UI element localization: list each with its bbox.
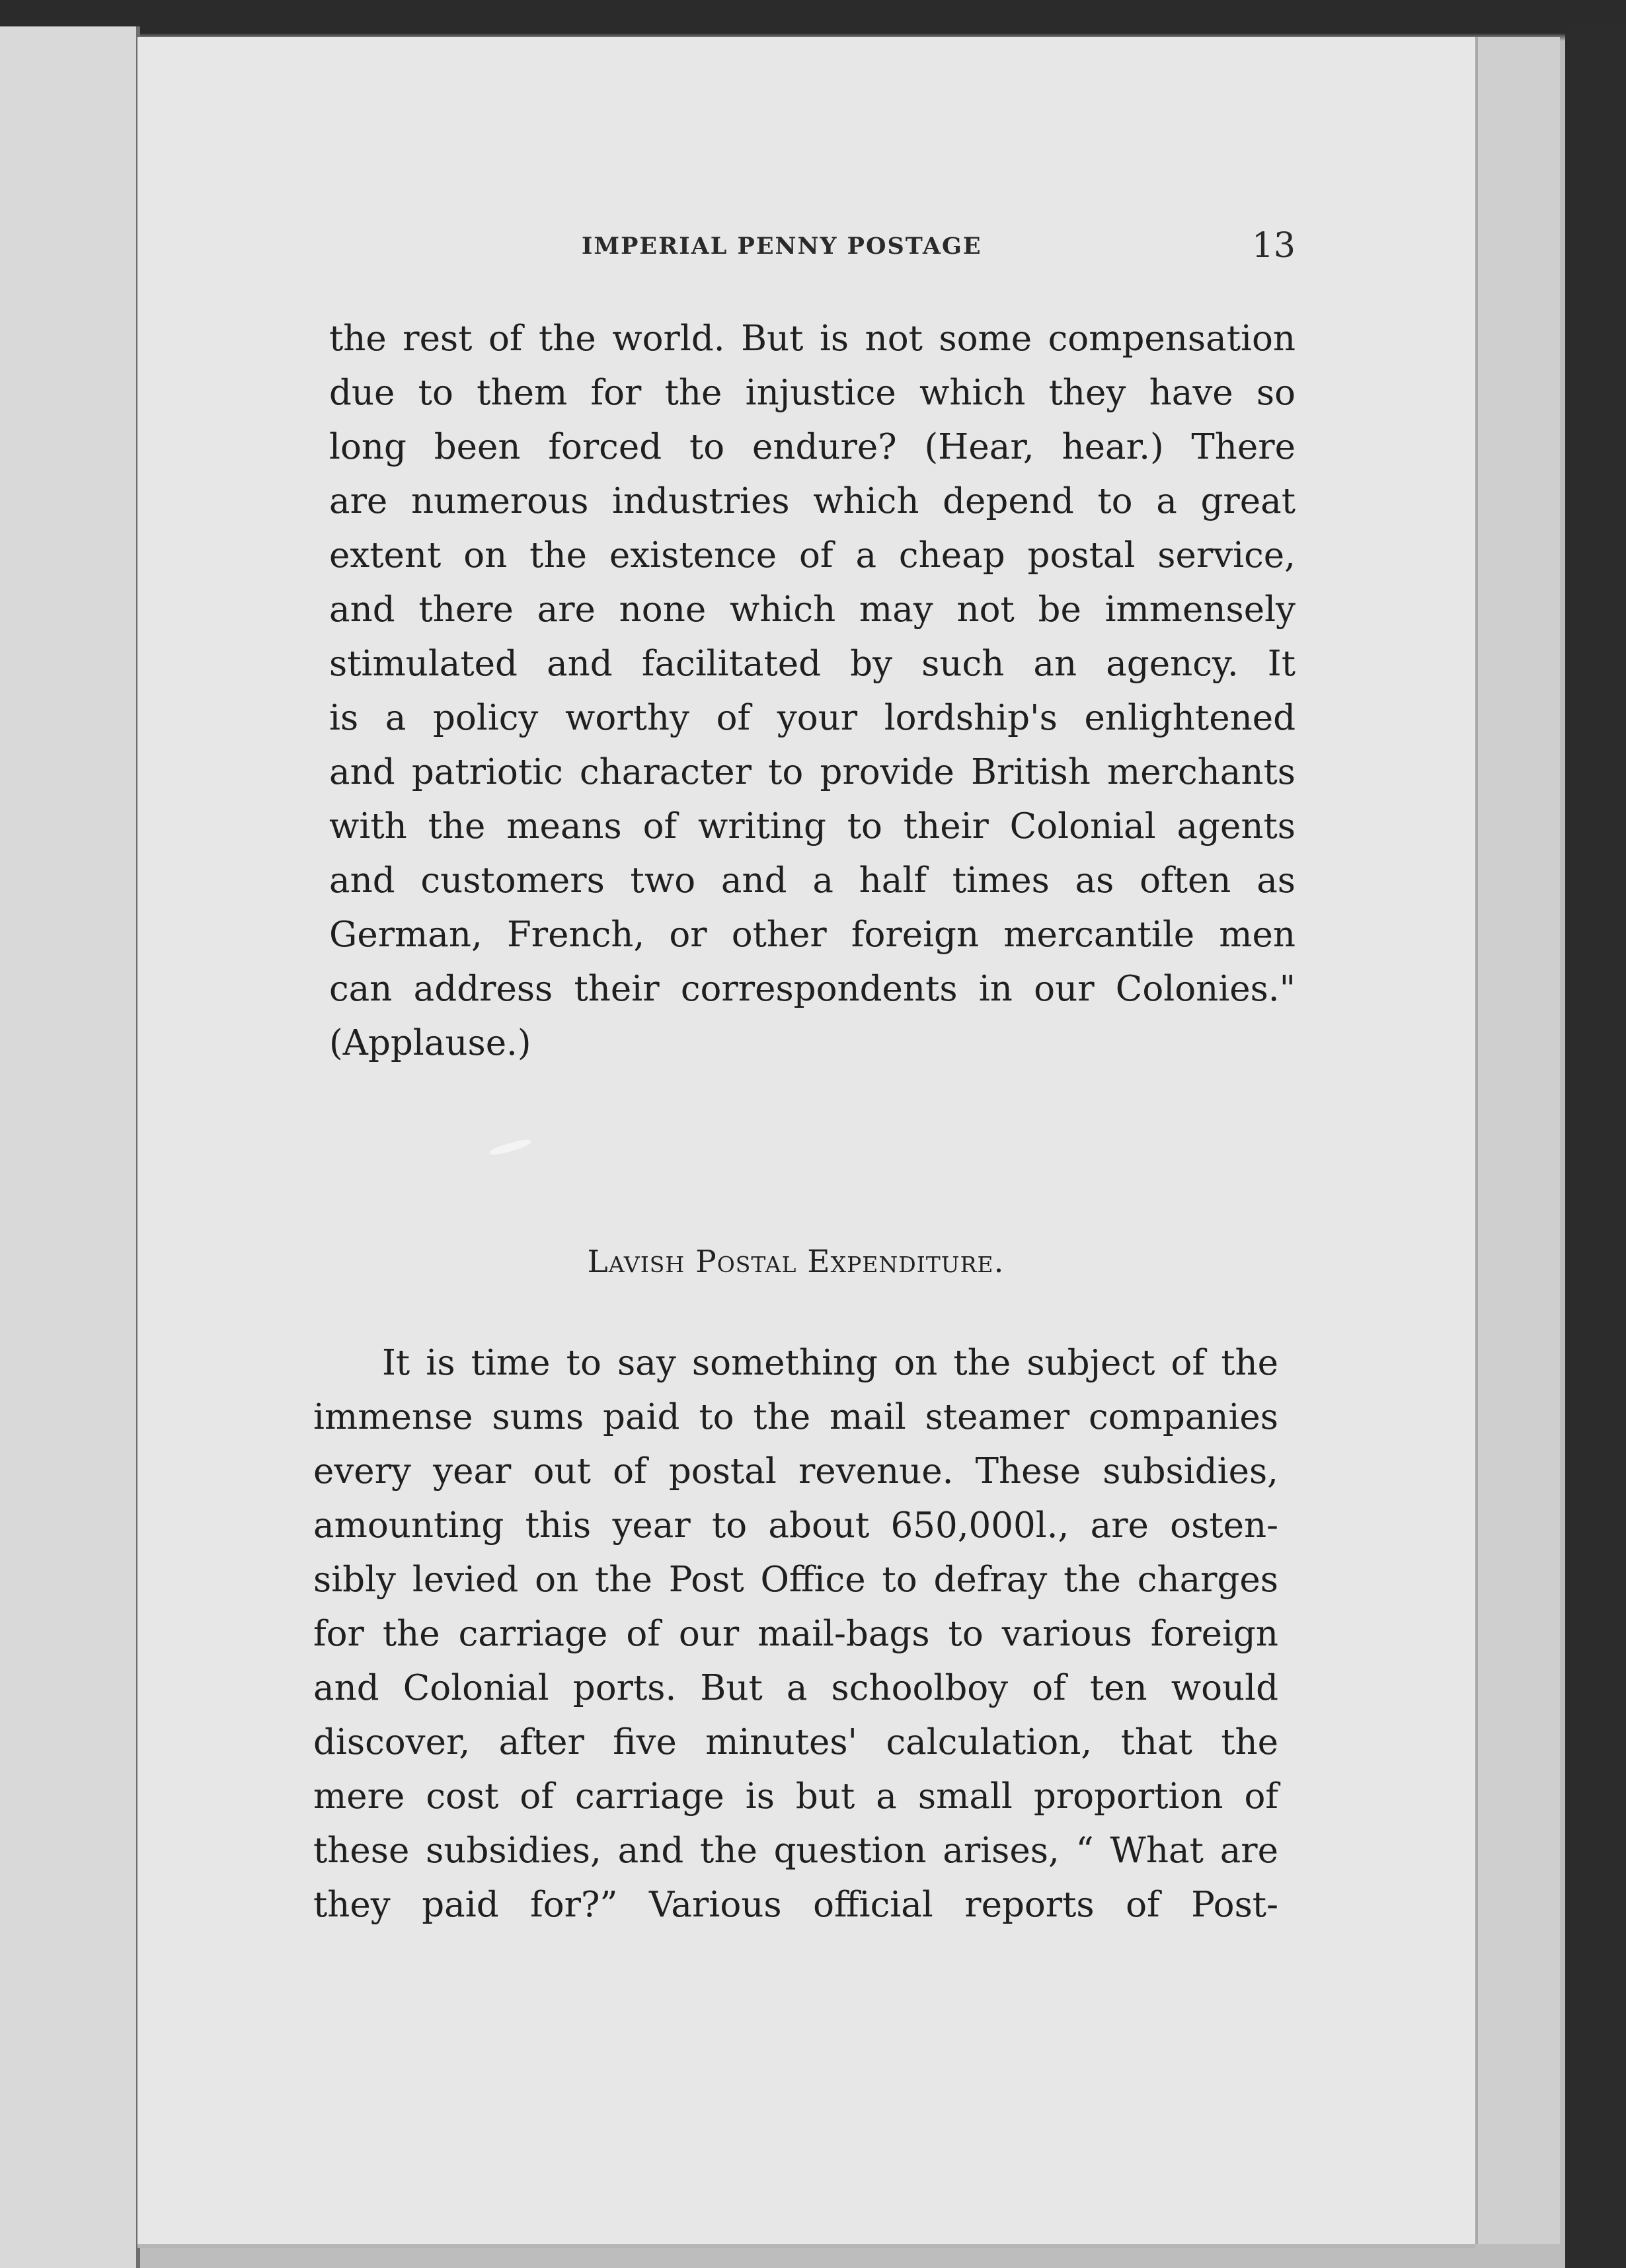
text-line: discover, after five minutes' calculation, that the [313,1722,1278,1762]
running-head [330,226,1296,270]
text-line: amounting this year to about 650,000l., are osten- [313,1505,1278,1546]
text-line: long been forced to endure? (Hear, hear.) There [329,427,1296,467]
paragraph-lavish-expenditure [313,1336,1278,1932]
text-line: are numerous industries which depend to a great [329,481,1296,521]
text-line: for the carriage of our mail-bags to various foreign [313,1614,1278,1654]
text-line: stimulated and facilitated by such an agency. It [329,644,1296,684]
running-title: IMPERIAL PENNY POSTAGE [582,233,982,260]
text-line: these subsidies, and the question arises, “ What are [313,1831,1278,1871]
text-line: mere cost of carriage is but a small proportion of [313,1776,1278,1817]
text-line: sibly levied on the Post Office to defray the charges [313,1560,1278,1600]
text-line: and patriotic character to provide British merchants [329,752,1296,792]
text-line: the rest of the world. But is not some compensation [329,319,1296,359]
text-line: immense sums paid to the mail steamer companies [313,1397,1278,1437]
text-line: and Colonial ports. But a schoolboy of ten would [313,1668,1278,1708]
text-line: and customers two and a half times as often as [329,860,1296,901]
page-number: 13 [1251,226,1296,266]
text-line: they paid for?” Various official reports of Post- [313,1885,1278,1925]
scan-border-right [1565,26,1626,2268]
text-line: can address their correspondents in our Colonies." [329,969,1296,1009]
text-line: German, French, or other foreign mercantile men [329,915,1296,955]
text-line: due to them for the injustice which they have so [329,373,1296,413]
underlying-page-edge [1461,37,1560,2244]
facing-page-margin [0,26,137,2268]
text-line: is a policy worthy of your lordship's enlightened [329,698,1296,738]
text-line: extent on the existence of a cheap postal service, [329,535,1296,576]
text-line: every year out of postal revenue. These subsidies, [313,1451,1278,1492]
text-line: with the means of writing to their Colonial agents [329,806,1296,847]
text-line: and there are none which may not be immensely [329,589,1296,630]
text-line: It is time to say something on the subject of the [382,1343,1278,1383]
text-line: (Applause.) [329,1023,531,1063]
paragraph-speech-conclusion [329,312,1296,1071]
section-heading: Lavish Postal Expenditure. [587,1244,1005,1280]
